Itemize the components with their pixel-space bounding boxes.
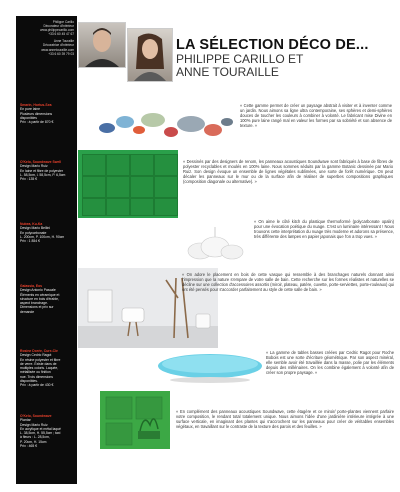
product-detail: L. 58,5cm, l. 58,5cm, P. 6,5cm bbox=[20, 172, 66, 177]
contact-role: Décorateur d'intérieur bbox=[43, 24, 74, 29]
article-text: « On adore le placement en bois de cette vasque qui ressemble à des branchages naturels donnant ainsi l'impression que la nature s'empare de votre salle de bain. Cette recherche sur les formes réalistes et naturelles se décline sur une collection d'accessoires assortis (miroir, plateau, patère, cuvette, porte-serviettes, porte-rouleaux) qui ont été pensés pour s'accorder parfaitement au style de cette salle de bain. » bbox=[182, 272, 394, 293]
product-price: Prix : 465 € bbox=[20, 444, 38, 449]
contact-block bbox=[18, 20, 74, 56]
product-detail: P. 20cm, H. 15cm bbox=[20, 439, 47, 444]
product-detail: En acrylique et métal laqué bbox=[20, 426, 61, 431]
article-text: « On aime le côté kitch du plastique thermoformé (polycarbonate opalin) pour une évocation poétique du nuage. C'est un luminaire intéressant ! Nous trouvons cette interprétation du nuage très moderne et adorons sa présence, très différente des lampes en papier japonais que l'on a trop vues. » bbox=[254, 219, 394, 240]
product-title: Nubea, Ku-Ka bbox=[20, 222, 43, 226]
contact-phone: +33 6 60 39 79 03 bbox=[48, 51, 74, 56]
product-entry bbox=[20, 349, 76, 388]
contact-role: Décoratrice d'intérieur bbox=[42, 43, 74, 48]
subheadline: PHILIPPE CARILLO ET bbox=[176, 52, 304, 66]
product-price: Prix : 1 854 € bbox=[20, 239, 40, 244]
contact-phone: +33 6 60 45 47 67 bbox=[48, 32, 74, 37]
product-detail: En résine polyester et fibre bbox=[20, 357, 61, 362]
article-text: « En complément des panneaux acoustiques Soundwave, cette étagère et ce miroir/ porte-plantes viennent parfaire votre composition, le rendant total totalement unique. Nous aimons l'idée d'une jardinière intérieure intégrée à une surface verticale, en imaginant des plantes qui s'accrochent sur les panneaux pour créer de véritables ensembles végétaux, en travaillant sur le contraste de la texture des parois et des feuilles. » bbox=[176, 409, 394, 430]
product-title: O'Kelo, Soundwave Swell bbox=[20, 160, 62, 164]
product-detail: Design Cedric Ragot bbox=[20, 353, 52, 358]
product-detail: structure en bois d'érable, bbox=[20, 296, 59, 301]
contact-website[interactable]: www.annetouraille.com bbox=[41, 47, 74, 52]
product-detail: L. 38,5cm, H. 55,5cm ; taxi bbox=[20, 431, 61, 436]
portrait-photo bbox=[78, 22, 126, 68]
product-detail: multiples coloris. Laquée, bbox=[20, 366, 59, 371]
product-entry bbox=[20, 414, 76, 448]
product-detail: Design Mario Ruiz bbox=[20, 164, 48, 169]
product-title: Galassia, Eos bbox=[20, 284, 43, 288]
article-text: « Dessinés par des designers de renom, les panneaux acoustiques Soundwave sont fabriqués à base de fibres de polyester recyclables et moulés en 100% laine. Nous sommes séduits par la gamme Botanic dessinée par Mario Ruiz. Son design évoque un ensemble de lignes végétales sublimées, une sorte de forêt numérique. On peut décaler les panneaux sur le mur ou de la surface afin de réaliser de superbes compositions graphiques (composition diagonale ou alternative). » bbox=[183, 159, 393, 185]
product-detail: L. 200cm, P. 100cm, H. 90cm bbox=[20, 234, 65, 239]
product-price: Prix : à partir de 430 € bbox=[20, 383, 54, 388]
product-title: Rosine Dorée, Cure-Cie bbox=[20, 349, 58, 353]
product-entry bbox=[20, 284, 76, 314]
product-detail: Design Mario Bellini bbox=[20, 226, 50, 231]
article-text: « Cette gamme permet de créer un paysage abstrait à visiter et à inventer comme un jardin. Nous aimons sa ligne ultra contemporaine, ses sphères et demi-sphères douces de toucher les couleurs à combiner à volonté. Le fabricant mise Divine en 100% pure laine rangé mal en valeur les formes par sa sobriété et son absence de texture. » bbox=[240, 103, 392, 129]
product-detail: nue. Trois dimensions bbox=[20, 374, 53, 379]
product-detail: disponibles bbox=[20, 115, 37, 120]
planter-shelf-image bbox=[100, 391, 170, 449]
product-detail: Éléments en céramique et bbox=[20, 292, 60, 297]
product-price: Prix : à partir de 870 € bbox=[20, 120, 54, 125]
product-detail: métallisée ou finition bbox=[20, 370, 51, 375]
article-text: « La gamme de tables basses créées par Cedric Ragot pour Roche Bobois est une sorte d'écriture géométrique. Par son aspect minéral, elle semble avoir été travaillée dans la masse, polie par les éléments depuis des millénaires. On les combine également à volonté afin de créer son propre paysage. » bbox=[266, 350, 394, 376]
contact-website[interactable]: www.philippecarillo.com bbox=[40, 28, 74, 33]
coffee-table-image bbox=[155, 350, 265, 386]
product-price: Prix : 135 € bbox=[20, 177, 38, 182]
product-detail: En polycarbonate bbox=[20, 230, 47, 235]
headline: LA SÉLECTION DÉCO DE... bbox=[176, 37, 369, 53]
product-entry bbox=[20, 160, 76, 181]
product-detail: Dimensions et prix sur bbox=[20, 305, 54, 310]
cloud-lamp-image bbox=[180, 227, 250, 267]
product-detail: demande bbox=[20, 309, 35, 314]
contact-name: Philippe Carillo bbox=[52, 20, 74, 24]
product-detail: Design Mario Ruiz bbox=[20, 422, 48, 427]
product-detail: Design Antonio Pascale bbox=[20, 288, 56, 293]
subheadline: ANNE TOURAILLE bbox=[176, 65, 279, 79]
product-detail: aspect branchage. bbox=[20, 301, 48, 306]
product-detail: Plusieurs dimensions bbox=[20, 111, 53, 116]
product-title: O'Kelo, Soundwave bbox=[20, 414, 52, 418]
product-detail: à fleurs : L. 28,5cm, bbox=[20, 435, 50, 440]
pebble-rugs-image bbox=[95, 100, 235, 142]
product-detail: En pure laine bbox=[20, 107, 40, 112]
product-detail: disponibles. bbox=[20, 379, 38, 384]
product-detail: de verre. Existe dans de bbox=[20, 361, 57, 366]
product-title: Smarin, Hortus-Sea bbox=[20, 103, 52, 107]
product-entry bbox=[20, 103, 76, 124]
product-detail: En laine et fibre de polyester bbox=[20, 168, 63, 173]
product-detail: Plantar bbox=[20, 418, 31, 423]
acoustic-panels-image bbox=[78, 150, 178, 218]
product-entry bbox=[20, 222, 76, 243]
portrait-photo bbox=[127, 28, 173, 82]
page-title bbox=[176, 37, 396, 79]
contact-name: Anne Touraille bbox=[53, 39, 74, 44]
